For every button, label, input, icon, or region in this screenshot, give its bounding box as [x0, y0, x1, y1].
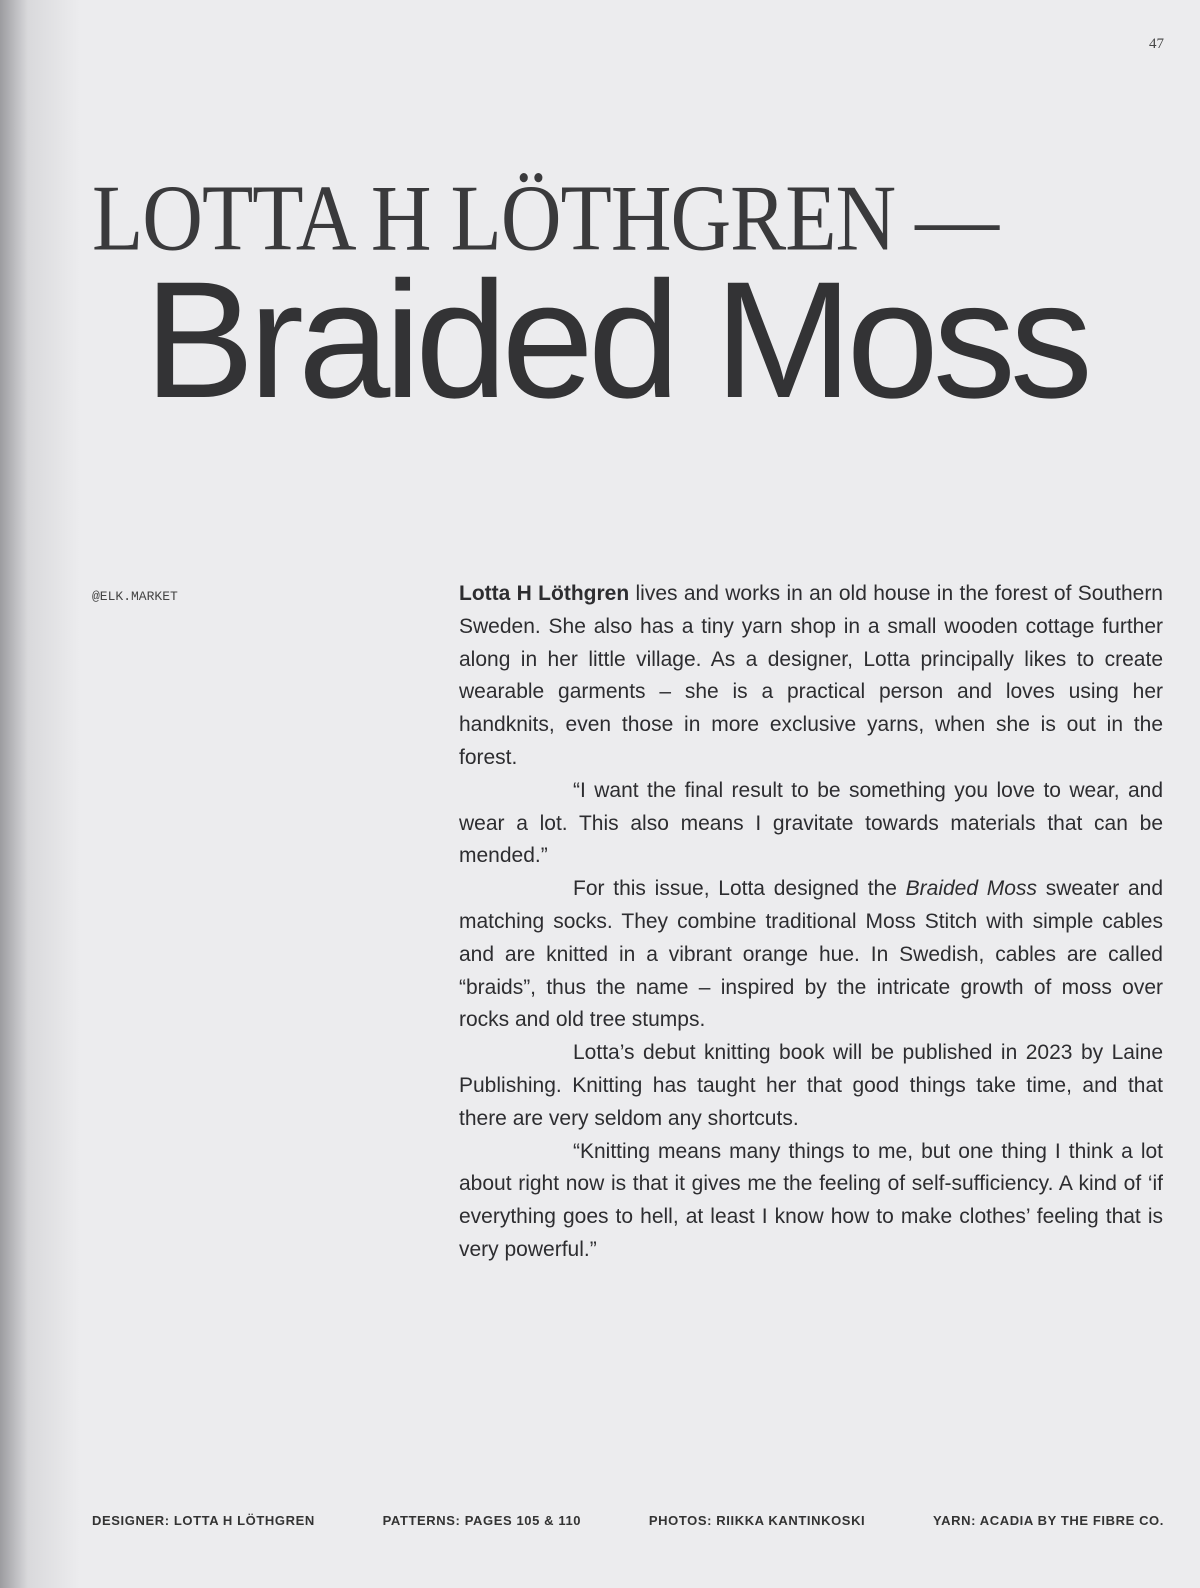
page-gutter-shadow [0, 0, 80, 1588]
designer-name-bold: Lotta H Löthgren [459, 582, 630, 605]
paragraph-quote-2: “Knitting means many things to me, but one thing I think a lot about right now is that it gives me the feeling of self-sufficiency. A kind of ‘if everything goes to hell, at least I know how to make clothes’ feeling that is very powerful.” [459, 1139, 1163, 1261]
intro-text: lives and works in an old house in the forest of Southern Sweden. She also has a tiny yarn shop in a small wooden cottage further along in her little village. As a designer, Lotta principally likes to create wearable garments – she is a practical person and loves using her handknits, even those in more exclusive yarns, when she is out in the forest. [459, 582, 1163, 769]
footer-yarn: YARN: ACADIA BY THE FIBRE CO. [933, 1513, 1164, 1528]
paragraph-intro [459, 578, 1163, 775]
footer-designer: DESIGNER: LOTTA H LÖTHGREN [92, 1513, 315, 1528]
paragraph-book: Lotta’s debut knitting book will be published in 2023 by Laine Publishing. Knitting has taught her that good things take time, and that there are very seldom any shortcuts. [459, 1041, 1163, 1130]
design-name-italic: Braided Moss [905, 877, 1037, 901]
article-title: Braided Moss [144, 248, 1087, 433]
social-handle: @ELK.MARKET [92, 589, 178, 604]
footer-patterns: PATTERNS: PAGES 105 & 110 [382, 1513, 582, 1528]
designer-headline: LOTTA H LÖTHGREN — [92, 166, 999, 271]
design-text-before: For this issue, Lotta designed the [573, 877, 906, 901]
paragraph-quote-1: “I want the final result to be something you love to wear, and wear a lot. This also means I gravitate towards materials that can be mended.” [459, 778, 1163, 868]
footer-credits [92, 1513, 1164, 1528]
article-body [459, 578, 1163, 1267]
design-text-after: sweater and matching socks. They combine traditional Moss Stitch with simple cables and are knitted in a vibrant orange hue. In Swedish, cables are called “braids”, thus the name – inspired by the intricate growth of moss over rocks and old tree stumps. [459, 877, 1164, 1032]
footer-photos: PHOTOS: RIIKKA KANTINKOSKI [648, 1513, 866, 1528]
page-number: 47 [1149, 36, 1164, 52]
paragraph-design [459, 873, 1163, 1037]
